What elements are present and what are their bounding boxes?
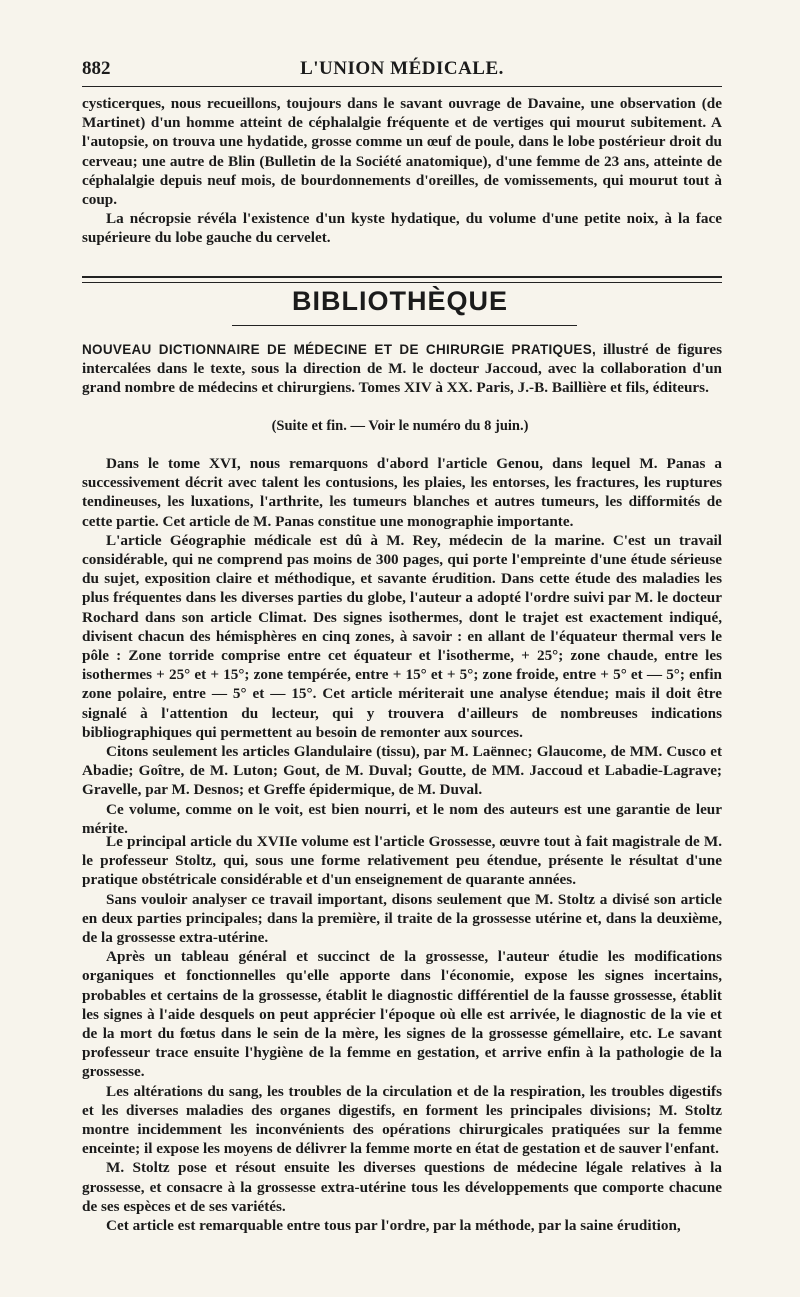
- paragraph: L'article Géographie médicale est dû à M. Rey, médecin de la marine. C'est un travail considérable, qui ne comprend pas moins de 300 pages, qui porte l'empreinte d'une étude sérieuse du sujet, exposition claire et méthodique, et savante érudition. Dans cette étude des maladies les plus fréquentes dans les diverses parties du globe, l'auteur a adopté l'ordre suivi par M. le docteur Rochard dans son article Climat. Des signes isothermes, dont le trajet est exactement indiqué, divisent chacun des hémisphères en cinq zones, à savoir : en allant de l'équateur thermal vers le pôle : Zone torride comprise entre cet équateur et l'isotherme, + 25°; zone chaude, entre les isothermes + 25° et + 15°; zone tempérée, entre + 15° et + 5°; zone froide, entre + 5° et — 5°; enfin zone polaire, entre — 5° et — 15°. Cet article mériterait une analyse étendue; mais il doit être signalé à l'attention du lecteur, qui y trouvera d'ailleurs de nombreuses indications bibliographiques qui permettent au besoin de remonter aux sources.: [82, 531, 722, 741]
- bibliography-description: illustré de figures intercalées dans le texte, sous la direction de M. le docteur Jaccoud, avec la collaboration d'un grand nombre de médecins et chirurgiens. Tomes XIV à XX. Paris, J.-B. Baillière et fils, éditeurs.: [82, 341, 722, 397]
- header-rule: [82, 86, 722, 87]
- top-text-block: [82, 94, 722, 248]
- paragraph: Les altérations du sang, les troubles de la circulation et de la respiration, les troubles digestifs et les diverses maladies des organes digestifs, en forment les principales divisions; M. Stoltz montre incidemment les inconvénients des opérations chirurgicales pratiquées sur la femme enceinte; il expose les moyens de délivrer la femme morte en état de gestation et de sauver l'enfant.: [82, 1082, 722, 1158]
- article-text-part-2: [82, 832, 722, 1235]
- paragraph: La nécropsie révéla l'existence d'un kyste hydatique, du volume d'une petite noix, à la face supérieure du lobe gauche du cervelet.: [82, 210, 722, 247]
- section-title: BIBLIOTHÈQUE: [291, 286, 508, 316]
- article-text-part-1: [82, 454, 722, 838]
- section-title-rule: [232, 325, 577, 326]
- continuation-note: (Suite et fin. — Voir le numéro du 8 juin.): [271, 418, 529, 434]
- paragraph: Dans le tome XVI, nous remarquons d'abord l'article Genou, dans lequel M. Panas a successivement décrit avec talent les contusions, les plaies, les entorses, les fractures, les ruptures tendineuses, les luxations, l'arthrite, les tumeurs blanches et autres tumeurs, les difformités de cette partie. Cet article de M. Panas constitue une monographie importante.: [82, 455, 722, 530]
- paragraph: Cet article est remarquable entre tous par l'ordre, par la méthode, par la saine érudition,: [106, 1217, 681, 1235]
- paragraph: Ce volume, comme on le voit, est bien nourri, et le nom des auteurs est une garantie de leur mérite.: [82, 800, 722, 837]
- page-number: 882: [82, 58, 111, 79]
- bibliography-title: NOUVEAU DICTIONNAIRE DE MÉDECINE ET DE CHIRURGIE PRATIQUES,: [82, 342, 597, 357]
- paragraph: Après un tableau général et succinct de la grossesse, l'auteur étudie les modifications organiques et fonctionnelles qu'elle apporte dans l'économie, expose les signes incertains, probables et certains de la grossesse, établit le diagnostic différentiel de la fausse grossesse, établit les signes à l'aide desquels on peut apprécier l'époque où elle est arrivée, le diagnostic de la vie et de la mort du fœtus dans le sein de la mère, les signes de la grossesse gémellaire, etc. Le savant professeur trace ensuite l'hygiène de la femme en gestation, et arrive enfin à la pathologie de la grossesse.: [82, 948, 722, 1081]
- paragraph: Sans vouloir analyser ce travail important, disons seulement que M. Stoltz a divisé son article en deux parties principales; dans la première, il traite de la grossesse utérine et, dans la deuxième, de la grossesse extra-utérine.: [82, 890, 722, 947]
- paragraph: Citons seulement les articles Glandulaire (tissu), par M. Laënnec; Glaucome, de MM. Cusco et Abadie; Goître, de M. Luton; Gout, de M. Duval; Goutte, de MM. Jaccoud et Labadie-Lagrave; Gravelle, par M. Desnos; et Greffe épidermique, de M. Duval.: [82, 743, 722, 799]
- paragraph: cysticerques, nous recueillons, toujours dans le savant ouvrage de Davaine, une observation (de Martinet) d'un homme atteint de céphalalgie fréquente et de vertiges qui mourut subitement. A l'autopsie, on trouva une hydatide, grosse comme un œuf de poule, dans le lobe postérieur droit du cerveau; une autre de Blin (Bulletin de la Société anatomique), d'une femme de 23 ans, atteinte de céphalalgie depuis neuf mois, de bourdonnements d'oreilles, de vomissements, qui mourut tout à coup.: [82, 95, 722, 209]
- bibliography-entry: [82, 340, 722, 398]
- paragraph: M. Stoltz pose et résout ensuite les diverses questions de médecine légale relatives à la grossesse, et consacre à la grossesse extra-utérine tous les développements que comporte chacune de ses espèces et de ses variétés.: [82, 1159, 722, 1215]
- section-divider: [82, 276, 722, 283]
- journal-title: L'UNION MÉDICALE.: [300, 58, 504, 79]
- paragraph: Le principal article du XVIIe volume est l'article Grossesse, œuvre tout à fait magistrale de M. le professeur Stoltz, qui, sous une forme relativement peu étendue, présente le résultat d'une pratique obstétricale considérable et d'un enseignement de quarante années.: [82, 833, 722, 889]
- page-header: [82, 58, 722, 84]
